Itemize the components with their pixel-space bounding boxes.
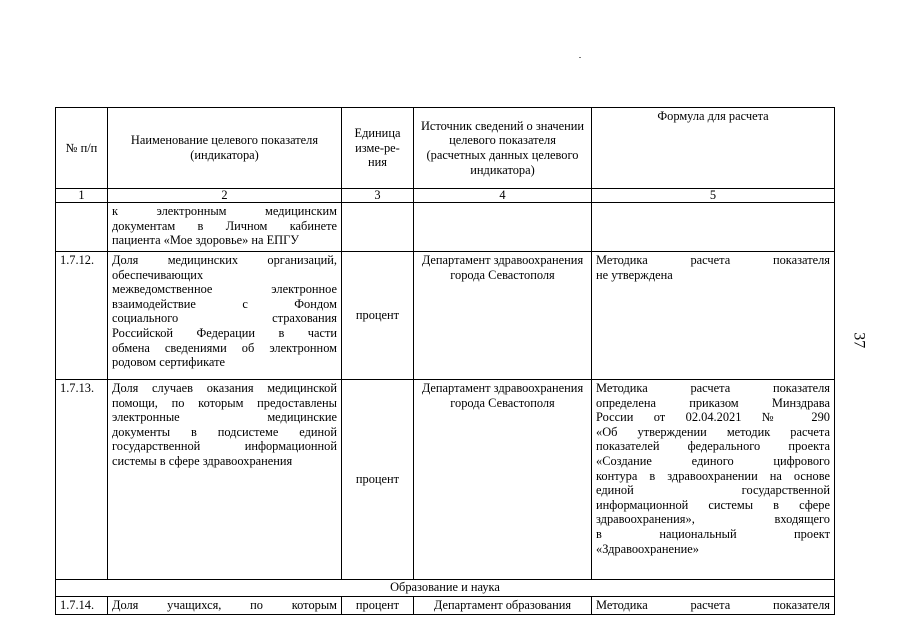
- header-num: № п/п: [56, 108, 108, 189]
- row-source: Департамент образования: [414, 597, 592, 615]
- table-row: [56, 597, 835, 615]
- row-source: Департамент здравоохранения города Севастополя: [414, 380, 592, 580]
- row-name: к электронным медицинским документам в Личном кабинете пациента «Мое здоровье» на ЕПГУ: [108, 203, 342, 252]
- row-source: [414, 203, 592, 252]
- row-formula: Методика расчета показателя: [592, 597, 835, 615]
- row-unit: процент: [342, 380, 414, 580]
- row-source: Департамент здравоохранения города Севастополя: [414, 252, 592, 380]
- page-number: 37: [850, 332, 868, 349]
- row-formula: [592, 203, 835, 252]
- row-name: Доля случаев оказания медицинской помощи, по которым предоставлены электронные медицинские документы в подсистеме единой государственной информационной системы в сфере здравоохранения: [108, 380, 342, 580]
- scan-speck: [579, 57, 581, 58]
- col-number: 5: [592, 189, 835, 203]
- table-row: [56, 252, 835, 380]
- row-name: Доля учащихся, по которым: [108, 597, 342, 615]
- table-row: [56, 203, 835, 252]
- row-formula: Методика расчета показателя не утверждена: [592, 252, 835, 380]
- table-header-row: [56, 108, 835, 189]
- row-num: 1.7.13.: [56, 380, 108, 580]
- col-number: 4: [414, 189, 592, 203]
- column-numbers-row: [56, 189, 835, 203]
- row-unit: процент: [342, 597, 414, 615]
- col-number: 1: [56, 189, 108, 203]
- row-num: 1.7.12.: [56, 252, 108, 380]
- section-title: Образование и наука: [56, 580, 835, 597]
- row-name: Доля медицинских организаций, обеспечивающих межведомственное электронное взаимодействие с Фондом социального страхования Российской Федерации в части обмена сведениями об электронном родовом сертификате: [108, 252, 342, 380]
- row-num: 1.7.14.: [56, 597, 108, 615]
- section-row: [56, 580, 835, 597]
- row-unit: процент: [342, 252, 414, 380]
- col-number: 3: [342, 189, 414, 203]
- header-formula: Формула для расчета: [592, 108, 835, 189]
- row-formula: Методика расчета показателя определена приказом Минздрава России от 02.04.2021 № 290 «Об утверждении методик расчета показателей федерального проекта «Создание единого цифрового контура в здравоохранении на основе единой государственной информационной системы в сфере здравоохранения», входящего в национальный проект «Здравоохранение»: [592, 380, 835, 580]
- header-name: Наименование целевого показателя (индикатора): [108, 108, 342, 189]
- col-number: 2: [108, 189, 342, 203]
- indicators-table: [55, 107, 835, 615]
- table-row: [56, 380, 835, 580]
- header-unit: Единица изме-ре-ния: [342, 108, 414, 189]
- header-source: Источник сведений о значении целевого показателя (расчетных данных целевого индикатора): [414, 108, 592, 189]
- row-unit: [342, 203, 414, 252]
- row-num: [56, 203, 108, 252]
